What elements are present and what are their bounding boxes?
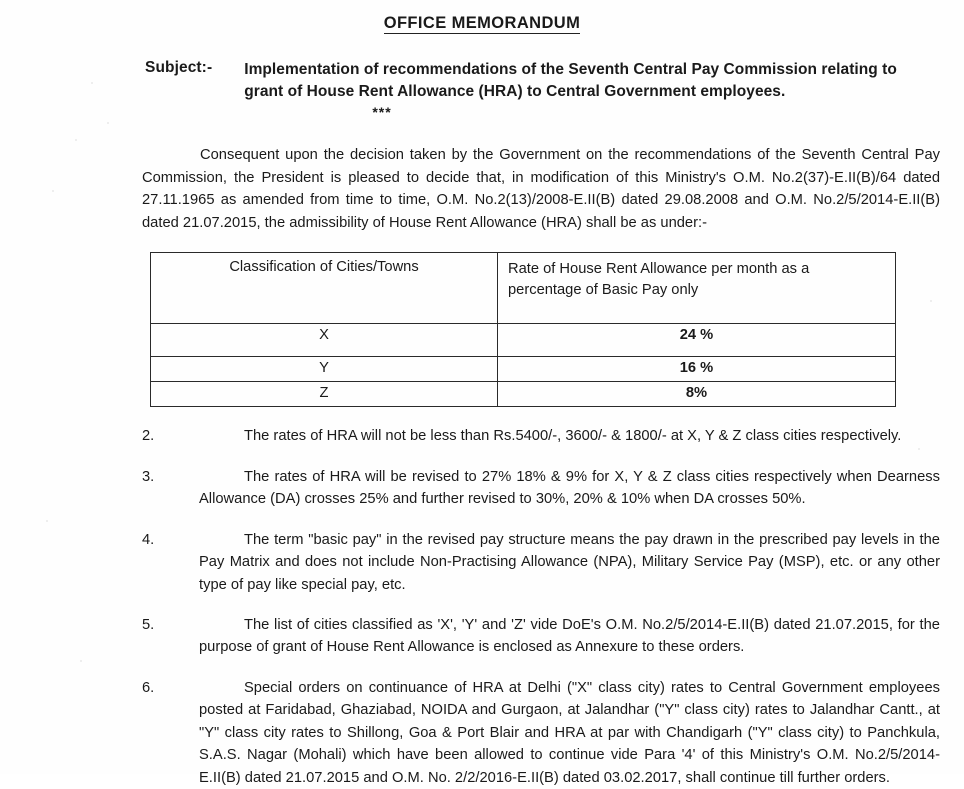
clause-number: 3. (142, 468, 155, 485)
clause-2 (142, 425, 940, 447)
clause-text: The term "basic pay" in the revised pay structure means the pay drawn in the prescribed pay levels in the Pay Matrix and does not include Non-Practising Allowance (NPA), Military Service Pay (MSP), etc. or any other type of pay like special pay, etc. (199, 531, 940, 593)
scan-speckle (107, 122, 109, 124)
hra-rates-table (150, 252, 896, 407)
cell-classification-x: X (151, 324, 498, 357)
scan-speckle (75, 139, 77, 141)
cell-rate-z: 8% (498, 382, 896, 407)
subject-label: Subject:- (145, 59, 213, 77)
table-header-row (151, 253, 896, 324)
cell-rate-x: 24 % (498, 324, 896, 357)
title-container (0, 0, 964, 34)
clause-text: The rates of HRA will not be less than Rs.5400/-, 3600/- & 1800/- at X, Y & Z class cities respectively. (244, 428, 902, 445)
clause-4 (142, 529, 940, 596)
table-header-classification: Classification of Cities/Towns (151, 253, 498, 324)
subject-row (0, 59, 964, 103)
clause-text: The rates of HRA will be revised to 27% 18% & 9% for X, Y & Z class cities respectively when Dearness Allowance (DA) crosses 25% and further revised to 30%, 20% & 10% when DA crosses 50%. (199, 468, 940, 508)
table-row (151, 382, 896, 407)
cell-classification-y: Y (151, 357, 498, 382)
clause-5 (142, 614, 940, 659)
clause-number: 4. (142, 531, 155, 548)
cell-rate-y: 16 % (498, 357, 896, 382)
clause-number: 2. (142, 428, 155, 445)
table-row (151, 357, 896, 382)
clause-number: 6. (142, 679, 155, 696)
clause-text: Special orders on continuance of HRA at Delhi ("X" class city) rates to Central Government employees posted at Faridabad, Ghaziabad, NOIDA and Gurgaon, at Jalandhar ("Y" class city) rates to Jalandhar Cantt., at "Y" class city rates to Shillong, Goa & Port Blair and HRA at par with Chandigarh ("Y" class city) to Panchkula, S.A.S. Nagar (Mohali) which have been allowed to continue vide Para '4' of this Ministry's O.M. No.2/5/2014-E.II(B) dated 21.07.2015 and O.M. No. 2/2/2016-E.II(B) dated 03.02.2017, shall continue till further orders. (199, 679, 940, 786)
clause-text: The list of cities classified as 'X', 'Y' and 'Z' vide DoE's O.M. No.2/5/2014-E.II(B) dated 21.07.2015, for the purpose of grant of House Rent Allowance is enclosed as Annexure to these orders. (199, 616, 940, 656)
clause-3 (142, 466, 940, 511)
table-header-rate: Rate of House Rent Allowance per month as a percentage of Basic Pay only (498, 253, 896, 324)
lead-paragraph: Consequent upon the decision taken by the Government on the recommendations of the Seventh Central Pay Commission, the President is pleased to decide that, in modification of this Ministry's O.M. No.2(37)-E.II(B)/64 dated 27.11.1965 as amended from time to time, O.M. No.2(13)/2008-E.II(B) dated 29.08.2008 and O.M. No.2/5/2014-E.II(B) dated 21.07.2015, the admissibility of House Rent Allowance (HRA) shall be as under:- (142, 147, 940, 231)
page-title: OFFICE MEMORANDUM (384, 14, 581, 34)
clause-number: 5. (142, 616, 155, 633)
subject-text: Implementation of recommendations of the Seventh Central Pay Commission relating to grant of House Rent Allowance (HRA) to Central Government employees. (244, 61, 897, 101)
clause-6 (142, 677, 940, 789)
separator-asterisks: *** (372, 104, 392, 121)
table-row (151, 324, 896, 357)
cell-classification-z: Z (151, 382, 498, 407)
body-area (0, 144, 964, 789)
